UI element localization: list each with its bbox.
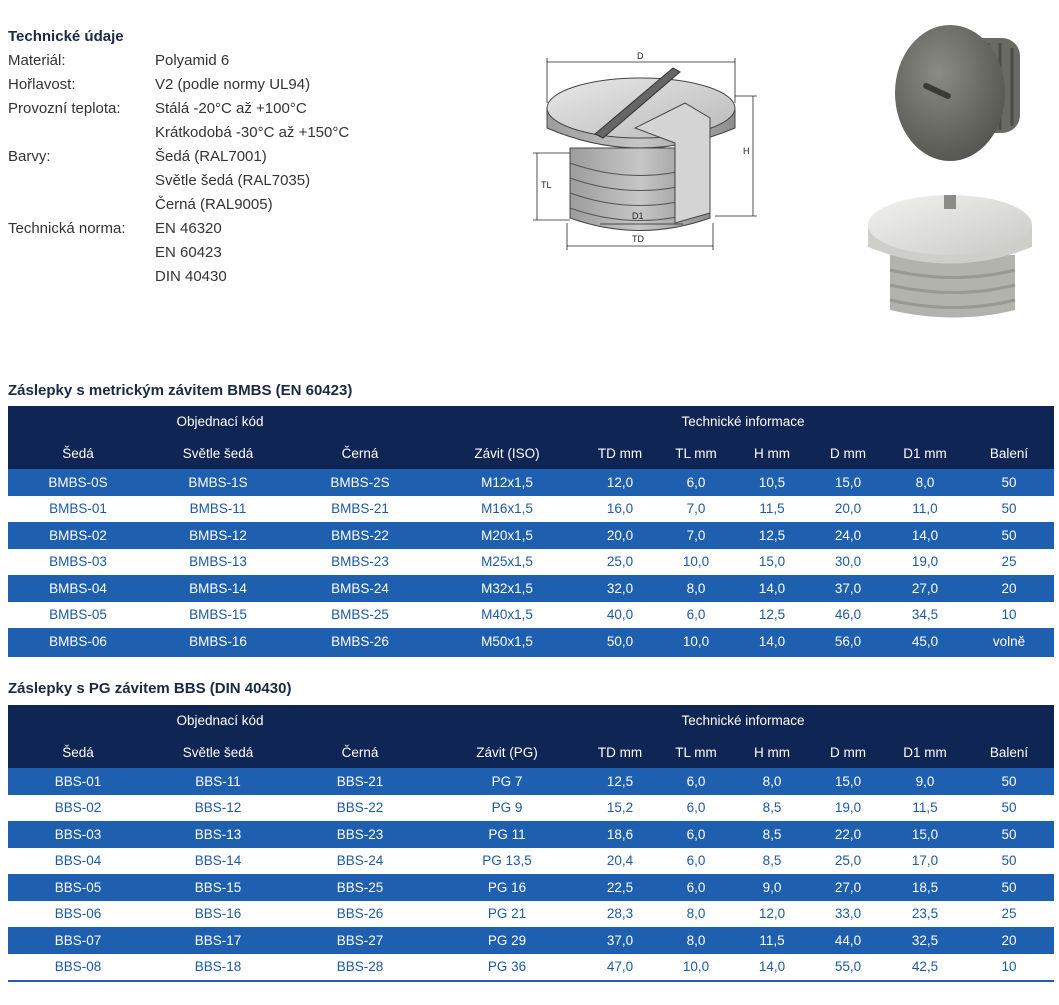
column-header: H mm xyxy=(734,437,810,469)
table-cell: 10,0 xyxy=(658,954,734,982)
table-cell: 40,0 xyxy=(582,602,658,629)
table-cell: BMBS-03 xyxy=(8,549,148,576)
table-cell: 10,5 xyxy=(734,469,810,496)
spec-value: EN 60423 xyxy=(155,244,222,261)
table-cell: 44,0 xyxy=(810,927,886,954)
table-cell: PG 29 xyxy=(432,927,582,954)
table-row xyxy=(8,628,1054,656)
table-cell: BBS-23 xyxy=(288,821,432,848)
table-cell: 14,0 xyxy=(734,628,810,656)
spec-value: Polyamid 6 xyxy=(155,52,230,69)
table-cell: 16,0 xyxy=(582,496,658,523)
table-cell: 20,4 xyxy=(582,848,658,875)
table-cell: BMBS-11 xyxy=(148,496,288,523)
table-cell: 10 xyxy=(964,954,1054,982)
table-cell: 19,0 xyxy=(810,795,886,822)
table-cell: BMBS-16 xyxy=(148,628,288,656)
table-cell: BBS-12 xyxy=(148,795,288,822)
table-cell: 8,5 xyxy=(734,848,810,875)
table-cell: 22,0 xyxy=(810,821,886,848)
table-cell: BMBS-26 xyxy=(288,628,432,656)
table-cell: BBS-04 xyxy=(8,848,148,875)
table-cell: 15,0 xyxy=(886,821,964,848)
table-cell: 14,0 xyxy=(734,954,810,982)
spec-label: Technická norma: xyxy=(8,220,126,237)
column-header: Balení xyxy=(964,437,1054,469)
dim-label-d: D xyxy=(637,51,644,61)
table-cell: 14,0 xyxy=(734,575,810,602)
table-row xyxy=(8,549,1054,576)
table-cell: 15,0 xyxy=(810,469,886,496)
dimension-diagram xyxy=(525,48,795,258)
group-order-code: Objednací kód xyxy=(8,406,432,437)
table-cell: 6,0 xyxy=(658,469,734,496)
table-cell: 50 xyxy=(964,469,1054,496)
table-cell: 12,5 xyxy=(582,768,658,795)
table-cell: 32,0 xyxy=(582,575,658,602)
table-cell: BBS-25 xyxy=(288,874,432,901)
table-cell: 47,0 xyxy=(582,954,658,982)
spec-value: Krátkodobá -30°C až +150°C xyxy=(155,124,350,141)
table-cell: 50 xyxy=(964,874,1054,901)
table-cell: 6,0 xyxy=(658,602,734,629)
table-row xyxy=(8,795,1054,822)
table-cell: 19,0 xyxy=(886,549,964,576)
table-cell: 25 xyxy=(964,901,1054,928)
table-cell: 25 xyxy=(964,549,1054,576)
light-cap-photo xyxy=(860,185,1040,325)
table-cell: BBS-06 xyxy=(8,901,148,928)
table-cell: 9,0 xyxy=(886,768,964,795)
table-row xyxy=(8,602,1054,629)
table-cell: 25,0 xyxy=(810,848,886,875)
table-cell: 20,0 xyxy=(582,522,658,549)
table-cell: PG 13,5 xyxy=(432,848,582,875)
table-cell: BMBS-22 xyxy=(288,522,432,549)
table-cell: 30,0 xyxy=(810,549,886,576)
table-cell: BBS-11 xyxy=(148,768,288,795)
table-cell: 50 xyxy=(964,522,1054,549)
table-cell: M20x1,5 xyxy=(432,522,582,549)
table-cell: 34,5 xyxy=(886,602,964,629)
table-cell: 6,0 xyxy=(658,821,734,848)
table2-title: Záslepky s PG závitem BBS (DIN 40430) xyxy=(8,680,292,697)
table-cell: 8,0 xyxy=(886,469,964,496)
table-cell: 45,0 xyxy=(886,628,964,656)
table-cell: BMBS-02 xyxy=(8,522,148,549)
table-cell: BMBS-1S xyxy=(148,469,288,496)
table-cell: BBS-26 xyxy=(288,901,432,928)
table-cell: BMBS-01 xyxy=(8,496,148,523)
column-header: Černá xyxy=(288,736,432,768)
table-cell: 18,6 xyxy=(582,821,658,848)
table-cell: 15,0 xyxy=(734,549,810,576)
table-cell: 11,5 xyxy=(734,496,810,523)
table-cell: 24,0 xyxy=(810,522,886,549)
table-cell: 8,0 xyxy=(658,901,734,928)
column-header: Závit (PG) xyxy=(432,736,582,768)
spec-label: Materiál: xyxy=(8,52,66,69)
column-header: Balení xyxy=(964,736,1054,768)
table-row xyxy=(8,927,1054,954)
table-cell: 8,0 xyxy=(658,927,734,954)
table-cell: BBS-28 xyxy=(288,954,432,982)
table-row xyxy=(8,496,1054,523)
table-cell: BBS-18 xyxy=(148,954,288,982)
table-cell: BMBS-23 xyxy=(288,549,432,576)
dim-label-tl: TL xyxy=(541,180,552,190)
table-cell: BBS-02 xyxy=(8,795,148,822)
metric-caps-table xyxy=(8,406,1054,657)
table-cell: BMBS-25 xyxy=(288,602,432,629)
table-cell: 6,0 xyxy=(658,795,734,822)
spec-value: V2 (podle normy UL94) xyxy=(155,76,311,93)
table-cell: PG 7 xyxy=(432,768,582,795)
table-cell: PG 21 xyxy=(432,901,582,928)
spec-value: Světle šedá (RAL7035) xyxy=(155,172,311,189)
table-cell: BMBS-14 xyxy=(148,575,288,602)
table-cell: BMBS-04 xyxy=(8,575,148,602)
column-header: Světle šedá xyxy=(148,736,288,768)
table-cell: 27,0 xyxy=(886,575,964,602)
table-cell: BBS-03 xyxy=(8,821,148,848)
table-cell: BBS-08 xyxy=(8,954,148,982)
spec-label: Provozní teplota: xyxy=(8,100,121,117)
column-header: TD mm xyxy=(582,437,658,469)
table-cell: 33,0 xyxy=(810,901,886,928)
table-cell: PG 11 xyxy=(432,821,582,848)
column-header: Černá xyxy=(288,437,432,469)
table1-title: Záslepky s metrickým závitem BMBS (EN 60423) xyxy=(8,382,353,399)
table-cell: 42,5 xyxy=(886,954,964,982)
group-tech-info: Technické informace xyxy=(432,406,1054,437)
table-cell: 18,5 xyxy=(886,874,964,901)
table-cell: 8,5 xyxy=(734,795,810,822)
column-header: D1 mm xyxy=(886,437,964,469)
table-cell: M12x1,5 xyxy=(432,469,582,496)
table-cell: 12,0 xyxy=(582,469,658,496)
table-cell: 10,0 xyxy=(658,549,734,576)
table-cell: BMBS-2S xyxy=(288,469,432,496)
spec-value: Šedá (RAL7001) xyxy=(155,148,267,165)
column-header: Závit (ISO) xyxy=(432,437,582,469)
table-cell: BMBS-15 xyxy=(148,602,288,629)
table-cell: 8,5 xyxy=(734,821,810,848)
table-cell: BMBS-05 xyxy=(8,602,148,629)
table-cell: 22,5 xyxy=(582,874,658,901)
column-header: D1 mm xyxy=(886,736,964,768)
column-header: TL mm xyxy=(658,736,734,768)
column-header: TL mm xyxy=(658,437,734,469)
header-row xyxy=(8,736,1054,768)
table-row xyxy=(8,522,1054,549)
table-cell: 46,0 xyxy=(810,602,886,629)
spec-label: Hořlavost: xyxy=(8,76,76,93)
table-cell: 50 xyxy=(964,795,1054,822)
table-cell: BBS-17 xyxy=(148,927,288,954)
table-cell: 23,5 xyxy=(886,901,964,928)
table-cell: BMBS-21 xyxy=(288,496,432,523)
table-cell: BMBS-24 xyxy=(288,575,432,602)
table-row xyxy=(8,901,1054,928)
column-header: Šedá xyxy=(8,437,148,469)
table-cell: BBS-13 xyxy=(148,821,288,848)
table-cell: 6,0 xyxy=(658,768,734,795)
column-header: D mm xyxy=(810,437,886,469)
column-header: H mm xyxy=(734,736,810,768)
table-cell: M50x1,5 xyxy=(432,628,582,656)
table-cell: BBS-07 xyxy=(8,927,148,954)
table-cell: 20,0 xyxy=(810,496,886,523)
column-header: D mm xyxy=(810,736,886,768)
dim-label-d1: D1 xyxy=(632,211,644,221)
column-header: Šedá xyxy=(8,736,148,768)
table-cell: 12,5 xyxy=(734,522,810,549)
spec-value: Stálá -20°C až +100°C xyxy=(155,100,307,117)
table-cell: 28,3 xyxy=(582,901,658,928)
table-cell: M32x1,5 xyxy=(432,575,582,602)
table-cell: 8,0 xyxy=(658,575,734,602)
table-cell: 50 xyxy=(964,821,1054,848)
table-cell: M16x1,5 xyxy=(432,496,582,523)
table-cell: 50,0 xyxy=(582,628,658,656)
column-header: TD mm xyxy=(582,736,658,768)
header-row xyxy=(8,437,1054,469)
table-cell: 12,5 xyxy=(734,602,810,629)
table-cell: 37,0 xyxy=(810,575,886,602)
table-cell: BBS-14 xyxy=(148,848,288,875)
table-cell: 9,0 xyxy=(734,874,810,901)
table-cell: 56,0 xyxy=(810,628,886,656)
group-tech-info: Technické informace xyxy=(432,705,1054,736)
table-cell: 6,0 xyxy=(658,848,734,875)
table-cell: BMBS-06 xyxy=(8,628,148,656)
table-cell: BBS-22 xyxy=(288,795,432,822)
dim-label-h: H xyxy=(743,146,750,156)
table-cell: BBS-05 xyxy=(8,874,148,901)
table-cell: BMBS-13 xyxy=(148,549,288,576)
table-cell: 37,0 xyxy=(582,927,658,954)
table-cell: 11,5 xyxy=(886,795,964,822)
table-cell: 20 xyxy=(964,927,1054,954)
table-cell: 50 xyxy=(964,496,1054,523)
table-row xyxy=(8,575,1054,602)
table-row xyxy=(8,848,1054,875)
spec-value: Černá (RAL9005) xyxy=(155,196,273,213)
table-cell: M25x1,5 xyxy=(432,549,582,576)
table-cell: 15,2 xyxy=(582,795,658,822)
table-row xyxy=(8,874,1054,901)
table-cell: BBS-24 xyxy=(288,848,432,875)
table-cell: 10 xyxy=(964,602,1054,629)
dark-cap-photo xyxy=(880,18,1030,178)
table-cell: BBS-27 xyxy=(288,927,432,954)
table-cell: 6,0 xyxy=(658,874,734,901)
table-cell: 55,0 xyxy=(810,954,886,982)
table-cell: BBS-15 xyxy=(148,874,288,901)
table-cell: BMBS-12 xyxy=(148,522,288,549)
spec-label: Barvy: xyxy=(8,148,51,165)
table-cell: 7,0 xyxy=(658,496,734,523)
table-cell: PG 9 xyxy=(432,795,582,822)
table-cell: 27,0 xyxy=(810,874,886,901)
table-cell: BBS-16 xyxy=(148,901,288,928)
table-cell: BBS-21 xyxy=(288,768,432,795)
table-cell: PG 36 xyxy=(432,954,582,982)
group-order-code: Objednací kód xyxy=(8,705,432,736)
table-cell: 10,0 xyxy=(658,628,734,656)
table-row xyxy=(8,768,1054,795)
table-cell: 25,0 xyxy=(582,549,658,576)
table-cell: 50 xyxy=(964,848,1054,875)
dim-label-td: TD xyxy=(632,234,644,244)
table-row xyxy=(8,469,1054,496)
table-cell: 8,0 xyxy=(734,768,810,795)
table-cell: M40x1,5 xyxy=(432,602,582,629)
table-cell: 12,0 xyxy=(734,901,810,928)
spec-value: EN 46320 xyxy=(155,220,222,237)
table-row xyxy=(8,954,1054,982)
table-cell: 50 xyxy=(964,768,1054,795)
spec-value: DIN 40430 xyxy=(155,268,227,285)
table-cell: 20 xyxy=(964,575,1054,602)
tech-data-title: Technické údaje xyxy=(8,28,124,45)
table-cell: 11,5 xyxy=(734,927,810,954)
table-cell: 7,0 xyxy=(658,522,734,549)
table-cell: volně xyxy=(964,628,1054,656)
table-cell: PG 16 xyxy=(432,874,582,901)
table-cell: 32,5 xyxy=(886,927,964,954)
table-cell: BBS-01 xyxy=(8,768,148,795)
table-cell: 15,0 xyxy=(810,768,886,795)
table-cell: BMBS-0S xyxy=(8,469,148,496)
pg-caps-table xyxy=(8,705,1054,982)
table-cell: 14,0 xyxy=(886,522,964,549)
table-cell: 17,0 xyxy=(886,848,964,875)
column-header: Světle šedá xyxy=(148,437,288,469)
table-row xyxy=(8,821,1054,848)
table-cell: 11,0 xyxy=(886,496,964,523)
